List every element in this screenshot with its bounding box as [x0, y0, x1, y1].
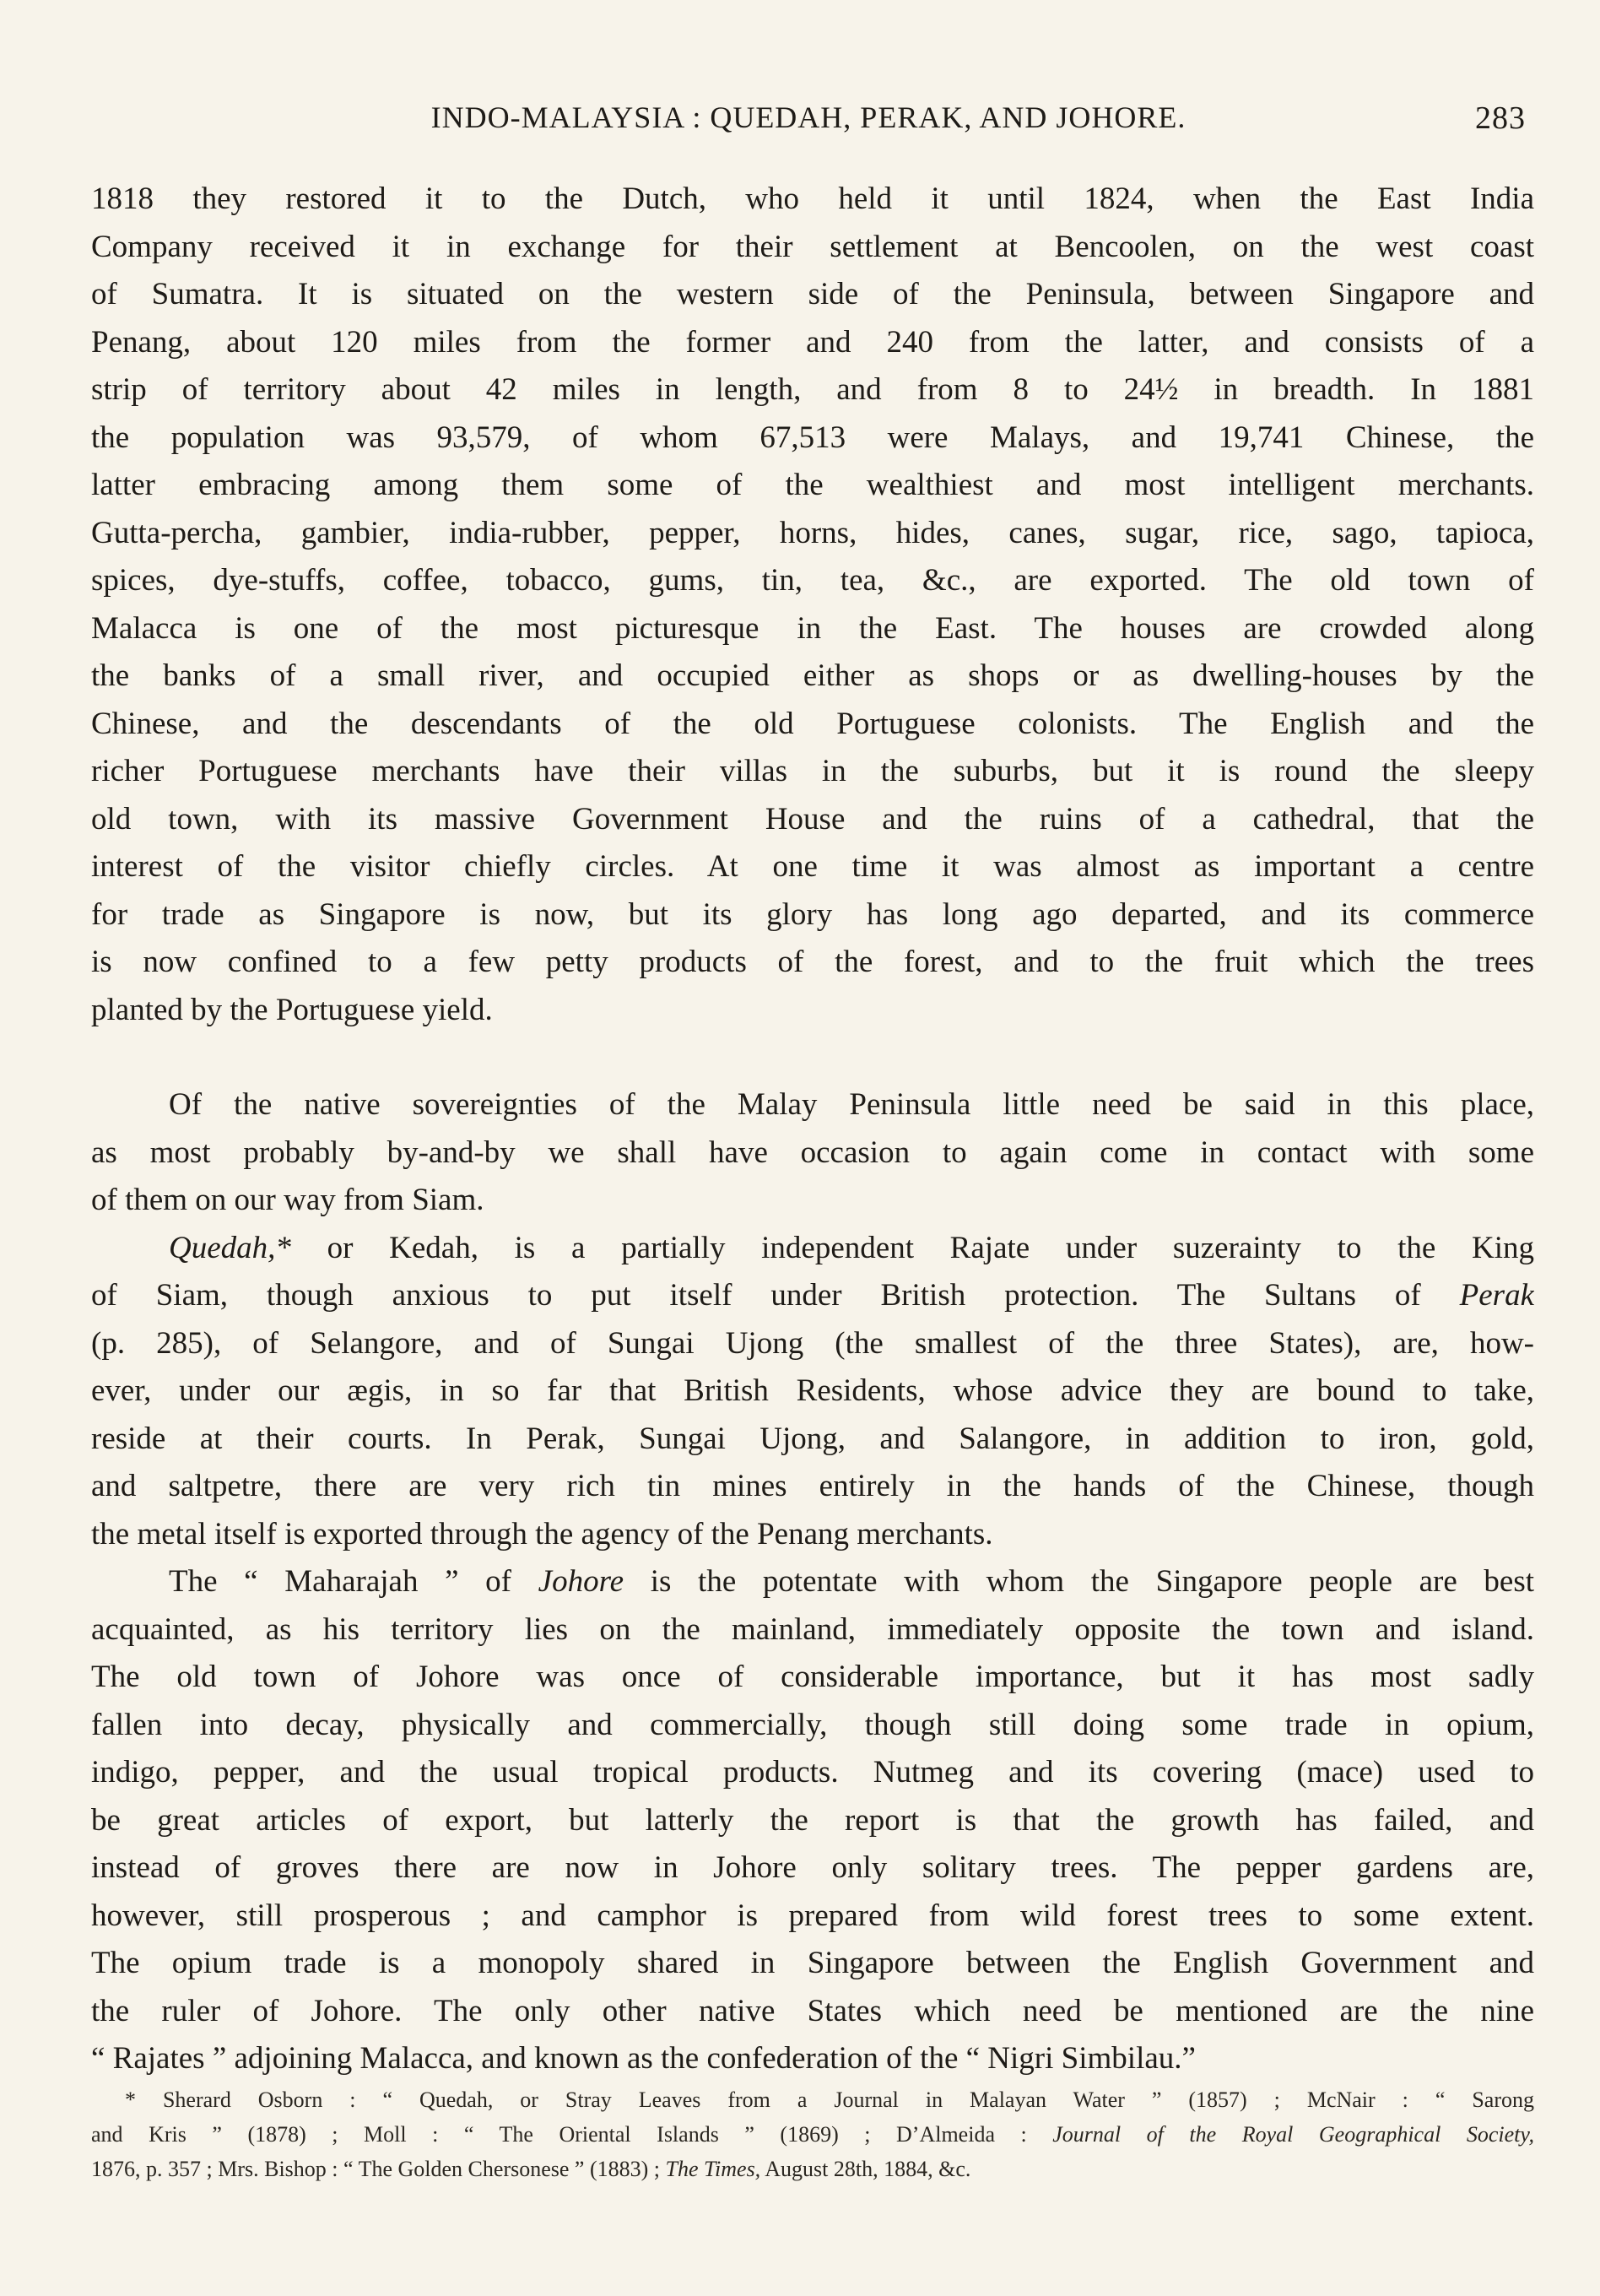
line-text: and Kris ” (1878) ; Moll : “ The Oriental Islands ” (1869) ; D’Almeida :: [91, 2122, 1053, 2147]
footnote-line: * Sherard Osborn : “ Quedah, or Stray Leaves from a Journal in Malayan Water ” (1857) ; McNair : “ Sarong: [125, 2088, 1534, 2112]
text-line: [91, 1272, 1534, 1320]
text-line: the ruler of Johore. The only other native States which need be mentioned are the nine: [91, 1993, 1534, 2028]
text-line: acquainted, as his territory lies on the mainland, immediately opposite the town and island.: [91, 1611, 1534, 1647]
text-line: strip of territory about 42 miles in length, and from 8 to 24½ in breadth. In 1881: [91, 372, 1534, 407]
paragraph-gap: [91, 1034, 1534, 1081]
footnote-line: [91, 2117, 1534, 2152]
perak-term: Perak: [1459, 1278, 1534, 1313]
text-line: interest of the visitor chiefly circles. At one time it was almost as important a centre: [91, 849, 1534, 884]
text-line: indigo, pepper, and the usual tropical products. Nutmeg and its covering (mace) used to: [91, 1755, 1534, 1790]
text-line: of them on our way from Siam.: [91, 1183, 484, 1217]
text-line: Company received it in exchange for their settlement at Bencoolen, on the west coast: [91, 229, 1534, 264]
text-line: as most probably by-and-by we shall have occasion to again come in contact with some: [91, 1134, 1534, 1170]
running-head: INDO-MALAYSIA : QUEDAH, PERAK, AND JOHORE.: [430, 100, 1186, 134]
text-line: Chinese, and the descendants of the old Portuguese colonists. The English and the: [91, 706, 1534, 741]
text-line: Of the native sovereignties of the Malay Peninsula little need be said in this place,: [169, 1087, 1534, 1122]
text-line: of Sumatra. It is situated on the western side of the Peninsula, between Singapore and: [91, 277, 1534, 311]
text-line: spices, dye-stuffs, coffee, tobacco, gums, tin, tea, &c., are exported. The old town of: [91, 563, 1534, 598]
text-line: however, still prosperous ; and camphor is prepared from wild forest trees to some extent.: [91, 1898, 1534, 1933]
page-number: 283: [1475, 100, 1526, 136]
line-text: The “ Maharajah ” of: [169, 1564, 538, 1599]
text-line: the population was 93,579, of whom 67,513 were Malays, and 19,741 Chinese, the: [91, 420, 1534, 455]
text-line: “ Rajates ” adjoining Malacca, and known as the confederation of the “ Nigri Simbilau.”: [91, 2041, 1196, 2076]
text-line: latter embracing among them some of the wealthiest and most intelligent merchants.: [91, 468, 1534, 502]
text-line: planted by the Portuguese yield.: [91, 992, 493, 1027]
text-line: 1818 they restored it to the Dutch, who held it until 1824, when the East India: [91, 181, 1534, 216]
text-line: richer Portuguese merchants have their villas in the suburbs, but it is round the sleepy: [91, 754, 1534, 788]
paragraph-native-sovereignties: [91, 1081, 1534, 1225]
johore-lines: [91, 1606, 1534, 2083]
times-title: The Times,: [665, 2157, 761, 2181]
text-line: for trade as Singapore is now, but its glory has long ago departed, and its commerce: [91, 896, 1534, 932]
text-line: and saltpetre, there are very rich tin mines entirely in the hands of the Chinese, though: [91, 1469, 1534, 1503]
text-line: [91, 1225, 1534, 1273]
text-line: ever, under our ægis, in so far that British Residents, whose advice they are bound to take,: [91, 1373, 1534, 1408]
text-line: old town, with its massive Government House and the ruins of a cathedral, that the: [91, 801, 1534, 837]
text-line: Gutta-percha, gambier, india-rubber, pepper, horns, hides, canes, sugar, rice, sago, tapioca,: [91, 515, 1534, 550]
paragraph-quedah: [91, 1225, 1534, 1559]
page-header: [91, 100, 1526, 150]
body-text: [91, 176, 1534, 2083]
line-text: of Siam, though anxious to put itself under British protection. The Sultans of: [91, 1278, 1460, 1313]
quedah-term: Quedah,*: [169, 1230, 291, 1265]
text-line: reside at their courts. In Perak, Sungai Ujong, and Salangore, in addition to iron, gold,: [91, 1421, 1534, 1456]
text-line: The old town of Johore was once of considerable importance, but it has most sadly: [91, 1660, 1534, 1694]
line-text: 1876, p. 357 ; Mrs. Bishop : “ The Golden Chersonese ” (1883) ;: [91, 2157, 666, 2181]
text-line: is now confined to a few petty products of the forest, and to the fruit which the trees: [91, 945, 1534, 979]
text-line: the banks of a small river, and occupied either as shops or as dwelling-houses by the: [91, 658, 1534, 693]
text-line: be great articles of export, but latterly the report is that the growth has failed, and: [91, 1802, 1534, 1838]
text-line: fallen into decay, physically and commercially, though still doing some trade in opium,: [91, 1707, 1534, 1742]
text-line: (p. 285), of Selangore, and of Sungai Ujong (the smallest of the three States), are, how-: [91, 1325, 1534, 1361]
text-line: The opium trade is a monopoly shared in Singapore between the English Government and: [91, 1946, 1534, 1980]
text-line: Penang, about 120 miles from the former and 240 from the latter, and consists of a: [91, 324, 1534, 360]
quedah-lines: [91, 1320, 1534, 1559]
johore-term: Johore: [538, 1564, 624, 1599]
text-line: instead of groves there are now in Johore only solitary trees. The pepper gardens are,: [91, 1850, 1534, 1885]
line-text: is the potentate with whom the Singapore people are best: [624, 1564, 1534, 1599]
text-line: the metal itself is exported through the agency of the Penang merchants.: [91, 1516, 993, 1551]
text-line: Malacca is one of the most picturesque in the East. The houses are crowded along: [91, 610, 1534, 646]
footnote: [91, 2082, 1534, 2186]
text-line: [91, 1558, 1534, 1606]
journal-title: Journal of the Royal Geographical Society,: [1052, 2122, 1534, 2147]
paragraph-malacca: [91, 176, 1534, 1034]
line-text: August 28th, 1884, &c.: [760, 2157, 971, 2181]
line-text: or Kedah, is a partially independent Rajate under suzerainty to the King: [290, 1230, 1534, 1265]
footnote-line: [91, 2152, 1534, 2186]
paragraph-johore: [91, 1558, 1534, 2083]
